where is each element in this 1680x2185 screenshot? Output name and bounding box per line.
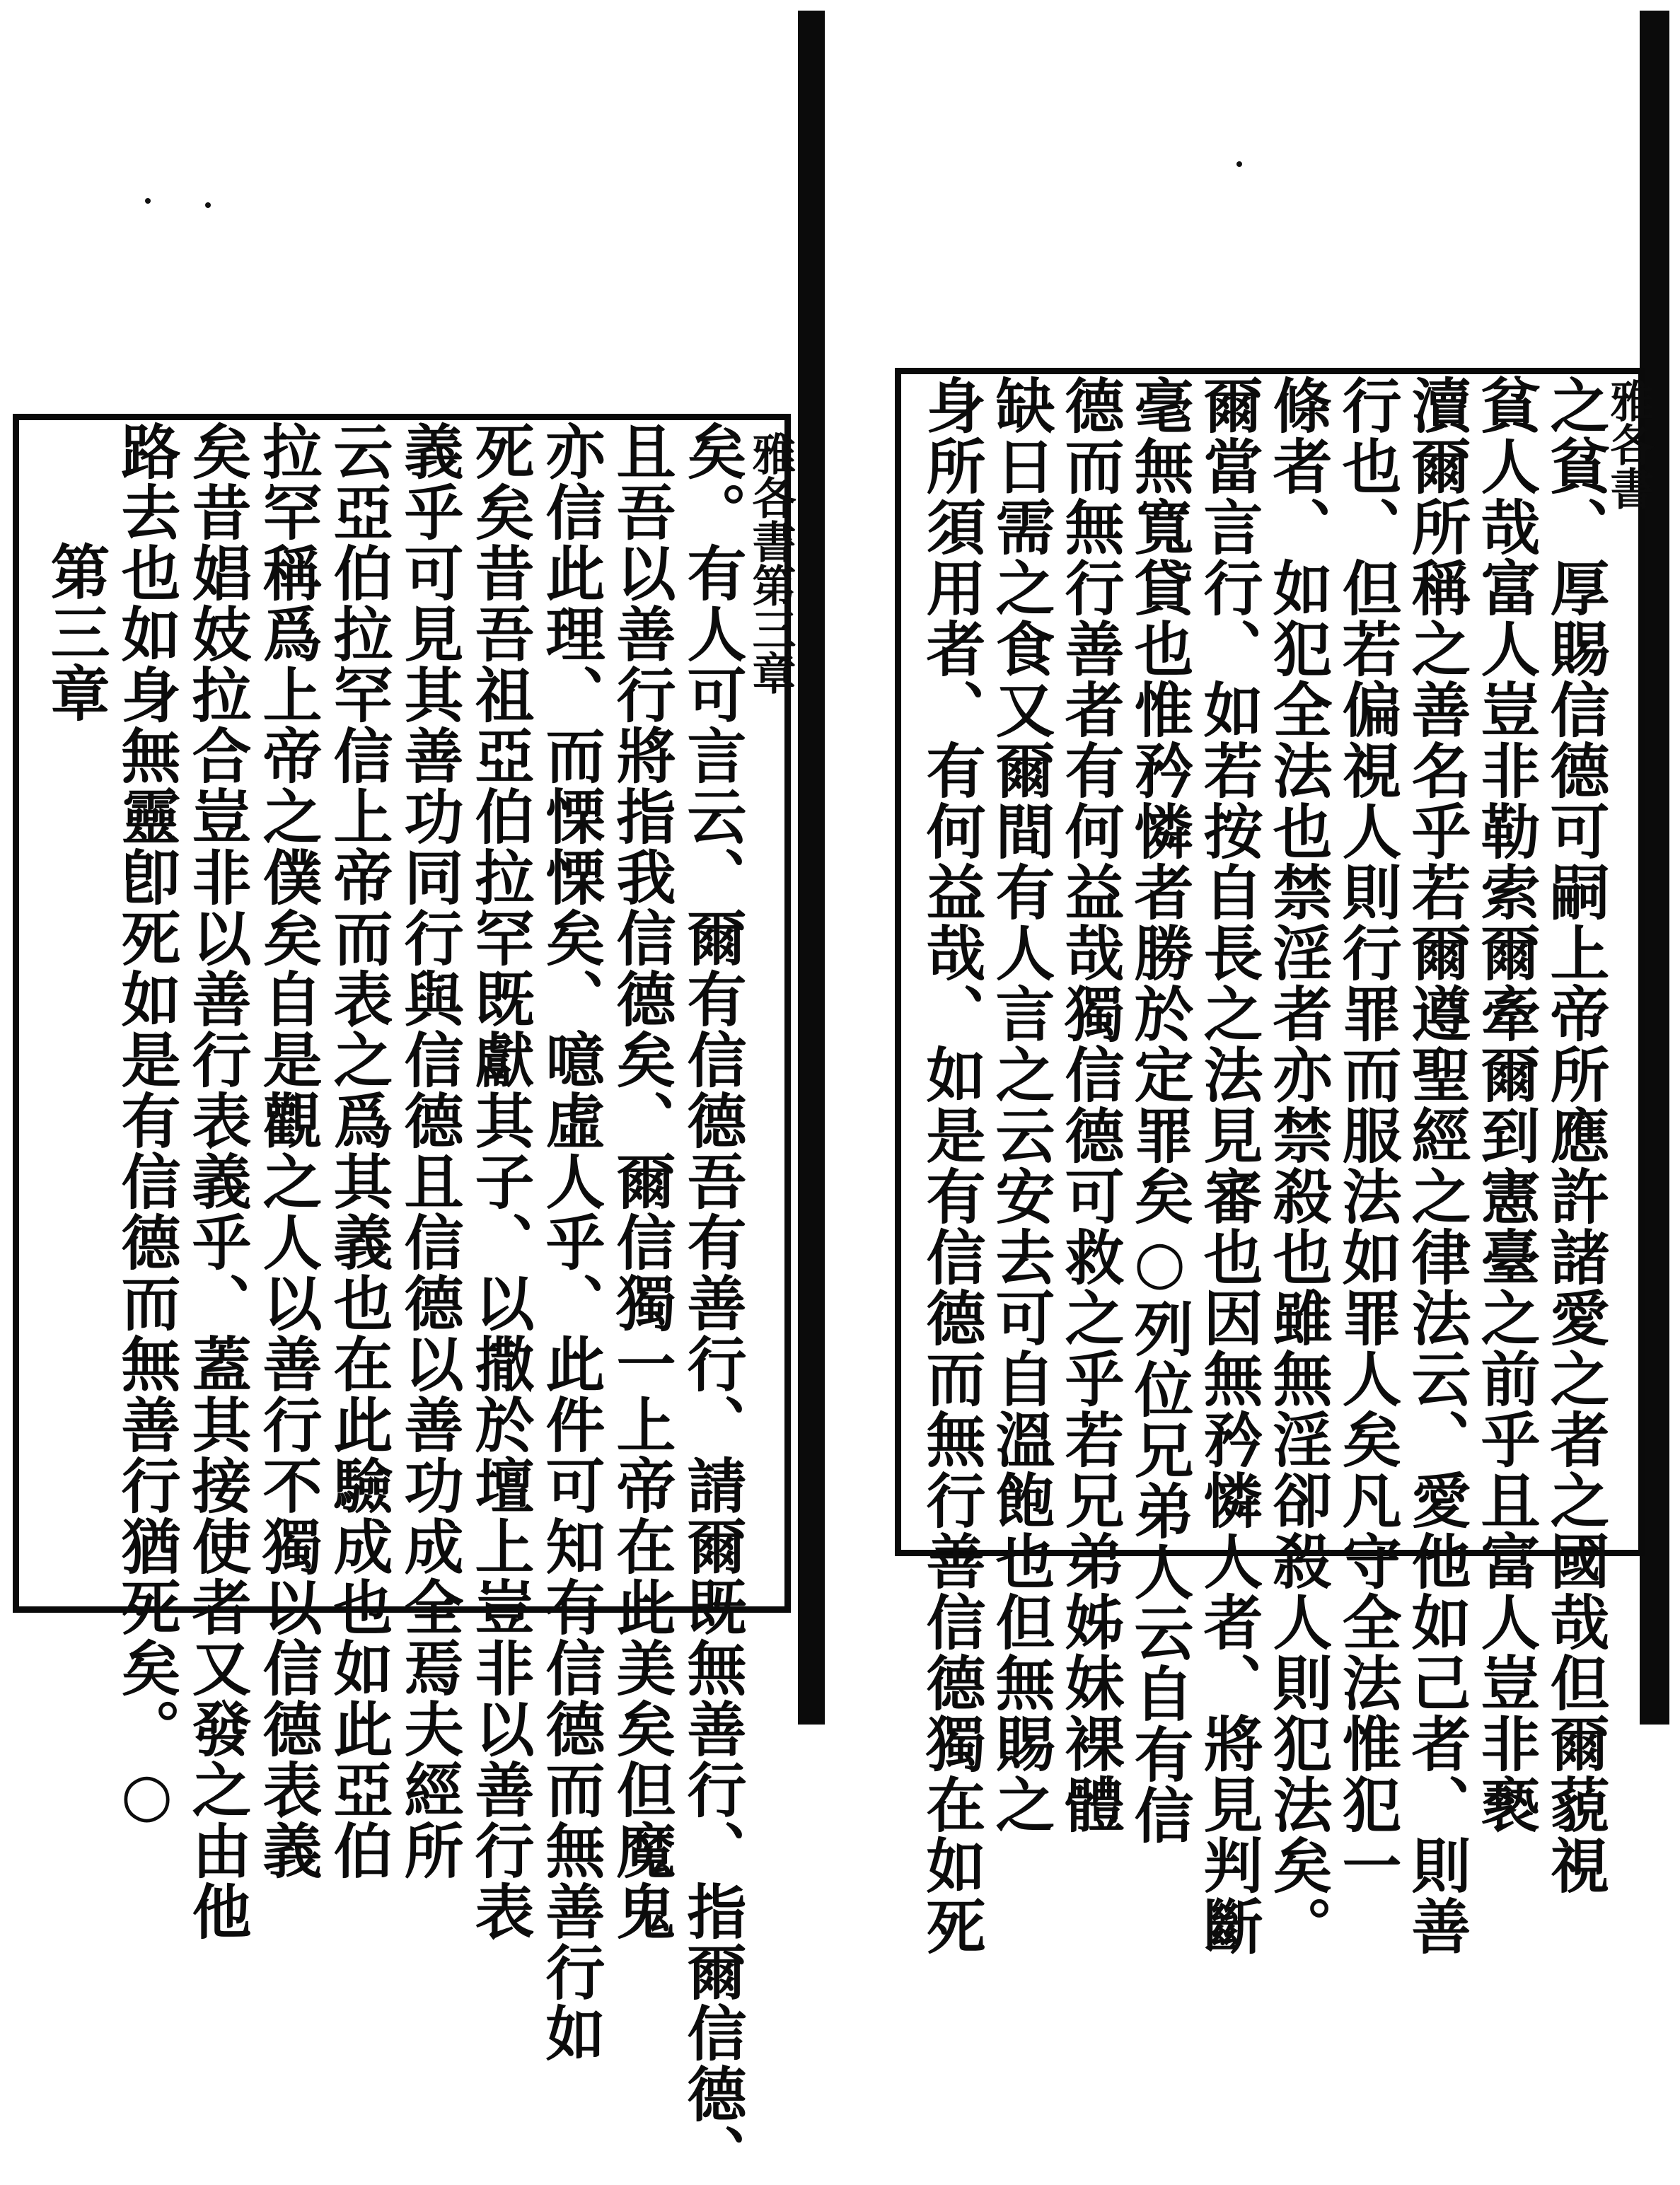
text-column: 毫無寬貸也惟矜憐者勝於定罪矣○列位兄弟人云自有信: [1125, 375, 1195, 1845]
text-column: 拉罕稱爲上帝之僕矣自是觀之人以善行不獨以信德表義: [253, 421, 323, 1881]
chapter-heading: 第三章: [41, 541, 111, 724]
text-column: 條者、如犯全法也禁淫者亦禁殺也雖無淫卻殺人則犯法矣。: [1263, 375, 1333, 1957]
text-column: 矣。有人可言云、爾有信德吾有善行、請爾既無善行、指爾信德、: [678, 421, 748, 2185]
text-column: 行也、但若偏視人則行罪而服法如罪人矣凡守全法惟犯一: [1333, 375, 1403, 1896]
left-page-text: [21, 421, 785, 2185]
text-column: 亦信此理、而慄慄矣、噫虛人乎、此件可知有信德而無善行如: [536, 421, 606, 2063]
text-column: 貧人哉富人豈非勒索爾牽爾到憲臺之前乎且富人豈非褻: [1471, 375, 1541, 1835]
left-margin-label: 雅各書第三章: [745, 431, 796, 695]
text-column: 且吾以善行將指我信德矣、爾信獨一上帝在此美矣但魔鬼: [607, 421, 677, 1942]
ink-speck: [205, 202, 211, 208]
text-column: 瀆爾所稱之善名乎若爾遵聖經之律法云、愛他如己者、則善: [1402, 375, 1472, 1957]
text-column: 之貧、厚賜信德可嗣上帝所應許諸愛之者之國哉但爾藐視: [1541, 375, 1611, 1896]
text-column: 身所須用者、有何益哉、如是有信德而無行善信德獨在如死: [917, 375, 987, 1957]
text-column: 路去也如身無靈卽死如是有信德而無善行猶死矣。○: [112, 421, 182, 1831]
ink-speck: [1236, 161, 1242, 167]
text-column: 爾當言行、如若按自長之法見審也因無矜憐人者、將見判斷: [1194, 375, 1264, 1957]
text-column: 死矣昔吾祖亞伯拉罕既獻其子、以撒於壇上豈非以善行表: [465, 421, 535, 1942]
text-column: 義乎可見其善功同行與信德且信德以善功成全焉夫經所: [395, 421, 465, 1881]
text-column: 矣昔娼妓拉合豈非以善行表義乎、蓋其接使者又發之由他: [183, 421, 253, 1942]
ink-speck: [145, 198, 151, 204]
right-margin-label: 雅各書: [1603, 378, 1655, 510]
book-spine: [798, 11, 825, 1725]
right-page-text: [902, 375, 1638, 1957]
text-column: 云亞伯拉罕信上帝而表之爲其義也在此驗成也如此亞伯: [324, 421, 394, 1881]
text-column: 德而無行善者有何益哉獨信德可救之乎若兄弟姊妹裸體: [1055, 375, 1125, 1835]
text-column: 缺日需之食又爾間有人言之云安去可自溫飽也但無賜之: [986, 375, 1056, 1835]
